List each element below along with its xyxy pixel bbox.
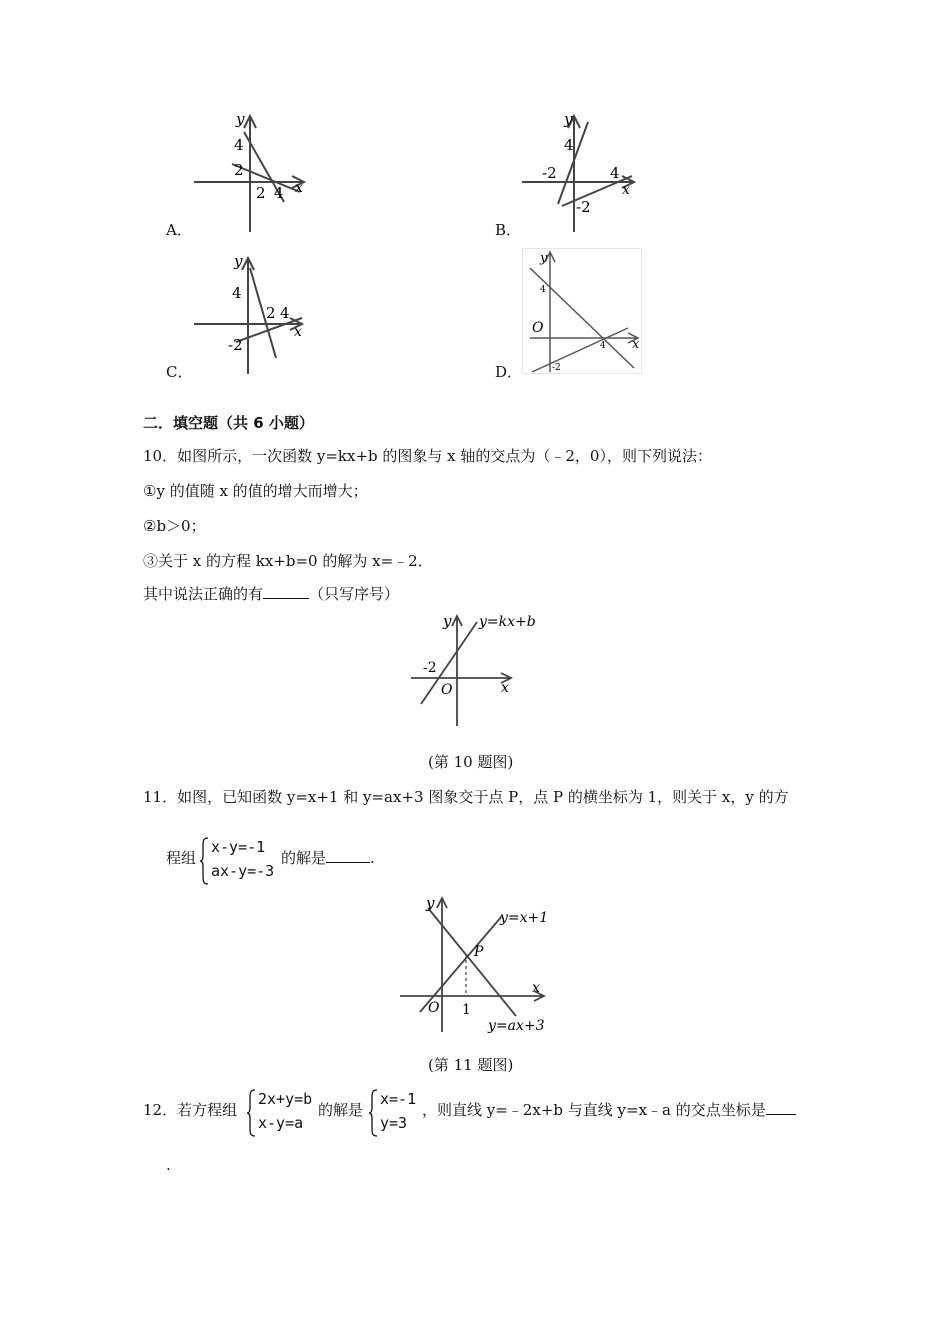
q10-line-label: y=kx+b <box>479 614 536 630</box>
q12-mid: 的解是 <box>318 1101 364 1119</box>
option-b-label: B． <box>495 221 522 239</box>
q12-answer <box>422 1100 796 1120</box>
option-b-bottom-tick: -2 <box>576 198 591 216</box>
q11-answer-blank <box>326 848 370 863</box>
q12-solution-1: x=-1 <box>380 1090 417 1108</box>
q11-left-brace <box>199 837 209 885</box>
q10-stem: 10．如图所示，一次函数 y=kx+b 的图象与 x 轴的交点为（﹣2，0），则下列说法： <box>143 447 712 465</box>
q11-end: . <box>370 849 375 867</box>
q10-statement-3: ③关于 x 的方程 kx+b=0 的解为 x=﹣2． <box>143 552 433 570</box>
q11-figure <box>396 892 556 1034</box>
option-c-y-label: y <box>234 252 243 270</box>
q11-equation-2: ax-y=-3 <box>211 862 275 880</box>
q12-left-brace-1 <box>246 1089 256 1137</box>
option-a-label: A． <box>166 221 192 239</box>
q10-figure <box>405 608 555 730</box>
option-d-graph <box>522 248 642 374</box>
q10-x-label: x <box>501 680 509 696</box>
option-c-x-tick-4: 4 <box>280 304 290 322</box>
q10-y-label: y <box>443 612 452 630</box>
q10-question-text: 其中说法正确的有 <box>143 585 264 603</box>
q12-suffix: ，则直线 y=﹣2x+b 与直线 y=x﹣a 的交点坐标是 <box>422 1101 766 1119</box>
option-d-y-tick-4: 4 <box>540 285 546 295</box>
q10-tick-label: -2 <box>423 660 437 676</box>
q12-end: . <box>166 1156 171 1174</box>
option-c-x-tick-2: 2 <box>266 304 276 322</box>
option-c-y-tick-4: 4 <box>232 284 242 302</box>
option-a-y-tick-4: 4 <box>234 136 244 154</box>
q11-equation-1: x-y=-1 <box>211 838 266 856</box>
q11-prefix: 程组 <box>166 849 197 867</box>
q10-question <box>143 584 399 604</box>
q12-equation-1: 2x+y=b <box>258 1090 313 1108</box>
option-c-graph <box>188 250 318 378</box>
option-b-x-tick: 4 <box>610 164 620 182</box>
q11-origin: O <box>428 1000 440 1016</box>
q10-question-tail: （只写序号） <box>309 585 400 603</box>
option-b-y-tick: 4 <box>564 136 574 154</box>
option-b-x-label: x <box>622 182 630 198</box>
option-c-y-tick-neg2: -2 <box>228 336 243 354</box>
q12-equation-2: x-y=a <box>258 1114 304 1132</box>
q10-statement-2: ②b＞0； <box>143 517 206 535</box>
option-d-y-tick-neg2: -2 <box>552 363 561 373</box>
q11-suffix: 的解是 <box>281 849 327 867</box>
q11-stem: 11．如图，已知函数 y=x+1 和 y=ax+3 图象交于点 P，点 P 的横坐标为 1，则关于 x，y 的方 <box>143 788 789 806</box>
section-title: 二．填空题（共 6 小题） <box>143 414 314 432</box>
option-c-label: C． <box>166 363 193 381</box>
q12-prefix: 12．若方程组 <box>143 1101 238 1119</box>
option-b-y-label: y <box>564 110 573 128</box>
option-a-y-label: y <box>236 110 245 128</box>
option-d-origin: O <box>532 320 544 336</box>
q11-answer <box>281 848 375 868</box>
q11-point-label: P <box>474 944 484 960</box>
option-a-y-tick-2: 2 <box>234 161 244 179</box>
q10-statement-1: ①y 的值随 x 的值的增大而增大； <box>143 482 368 500</box>
option-b-graph <box>518 108 648 236</box>
option-b-left-tick: -2 <box>542 164 557 182</box>
option-a-x-label: x <box>295 180 303 196</box>
option-c-x-label: x <box>294 324 302 340</box>
q11-tick-label: 1 <box>462 1002 471 1018</box>
option-d-y-label: y <box>540 251 548 266</box>
q10-caption: (第 10 题图) <box>428 753 514 771</box>
q11-caption: (第 11 题图) <box>428 1056 514 1074</box>
q11-line1-label: y=x+1 <box>500 910 549 926</box>
option-a-x-tick-4: 4 <box>274 184 284 202</box>
option-a-x-tick-2: 2 <box>256 184 266 202</box>
q10-answer-blank <box>263 584 309 599</box>
option-d-label: D． <box>495 363 523 381</box>
q12-answer-blank <box>766 1100 796 1115</box>
q11-y-label: y <box>426 894 435 912</box>
option-d-x-tick: 4 <box>600 341 606 351</box>
option-d-x-label: x <box>632 337 640 352</box>
q11-line2-label: y=ax+3 <box>488 1018 545 1034</box>
q10-origin: O <box>441 682 453 698</box>
option-a-graph <box>188 108 318 236</box>
q12-solution-2: y=3 <box>380 1114 408 1132</box>
q11-x-label: x <box>532 980 540 996</box>
q12-left-brace-2 <box>368 1089 378 1137</box>
